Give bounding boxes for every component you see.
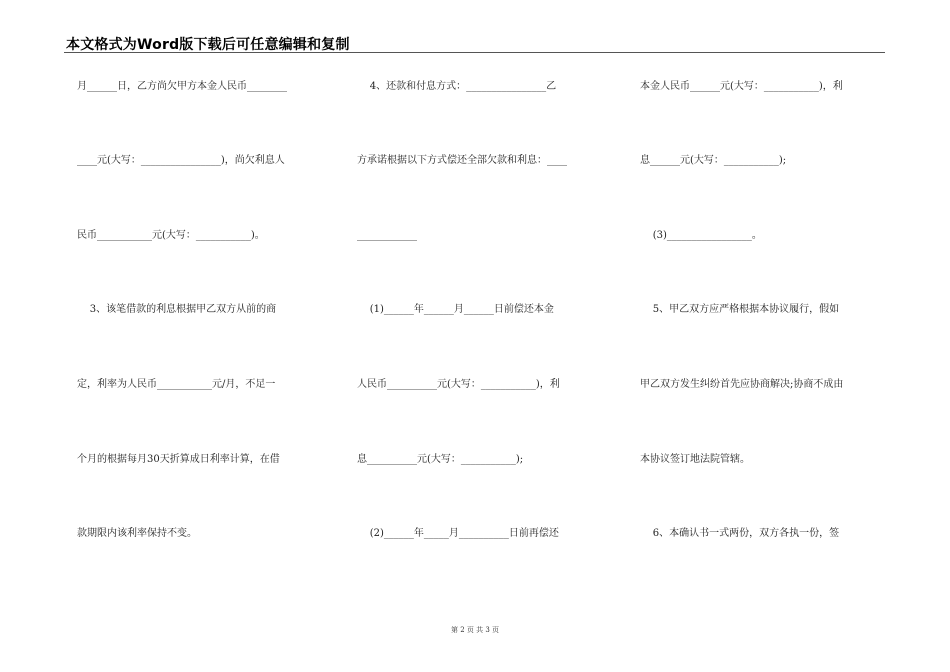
text-line: 月______日，乙方尚欠甲方本金人民币________ <box>77 81 287 92</box>
text-line: (2)______年_____月__________日前再偿还 <box>357 528 559 539</box>
text-line: ____元(大写：________________)，尚欠利息人 <box>77 155 285 166</box>
text-line: 6、本确认书一式两份，双方各执一份，签 <box>640 528 840 539</box>
text-line: 方承诺根据以下方式偿还全部欠款和利息：____ <box>357 155 567 166</box>
text-line: 息__________元(大写：___________); <box>357 454 524 465</box>
text-line: 甲乙双方发生纠纷首先应协商解决;协商不成由 <box>640 379 844 390</box>
text-column-left <box>77 0 322 672</box>
text-line: 本协议签订地法院管辖。 <box>640 454 750 465</box>
text-line: 息______元(大写：___________); <box>640 155 787 166</box>
text-line: ____________ <box>357 230 417 241</box>
text-line: 4、还款和付息方式：________________乙 <box>357 81 557 92</box>
text-line: 定，利率为人民币___________元/月，不足一 <box>77 379 276 390</box>
page-number: 第 2 页 共 3 页 <box>450 626 500 634</box>
text-line: 个月的根据每月30天折算成日利率计算，在借 <box>77 454 280 465</box>
text-column-middle <box>357 0 607 672</box>
text-line: (1)______年______月______日前偿还本金 <box>357 304 554 315</box>
text-line: 5、甲乙双方应严格根据本协议履行，假如 <box>640 304 840 315</box>
text-line: 本金人民币______元(大写：___________)，利 <box>640 81 843 92</box>
text-line: 3、该笔借款的利息根据甲乙双方从前的商 <box>77 304 277 315</box>
text-column-right <box>640 0 890 672</box>
document-header-title: 本文格式为Word版下载后可任意编辑和复制 <box>66 37 350 53</box>
text-line: 民币___________元(大写：___________)。 <box>77 230 265 241</box>
text-line: 款期限内该利率保持不变。 <box>77 528 197 539</box>
text-line: 人民币__________元(大写：___________)，利 <box>357 379 560 390</box>
text-line: (3)_________________。 <box>640 230 762 241</box>
